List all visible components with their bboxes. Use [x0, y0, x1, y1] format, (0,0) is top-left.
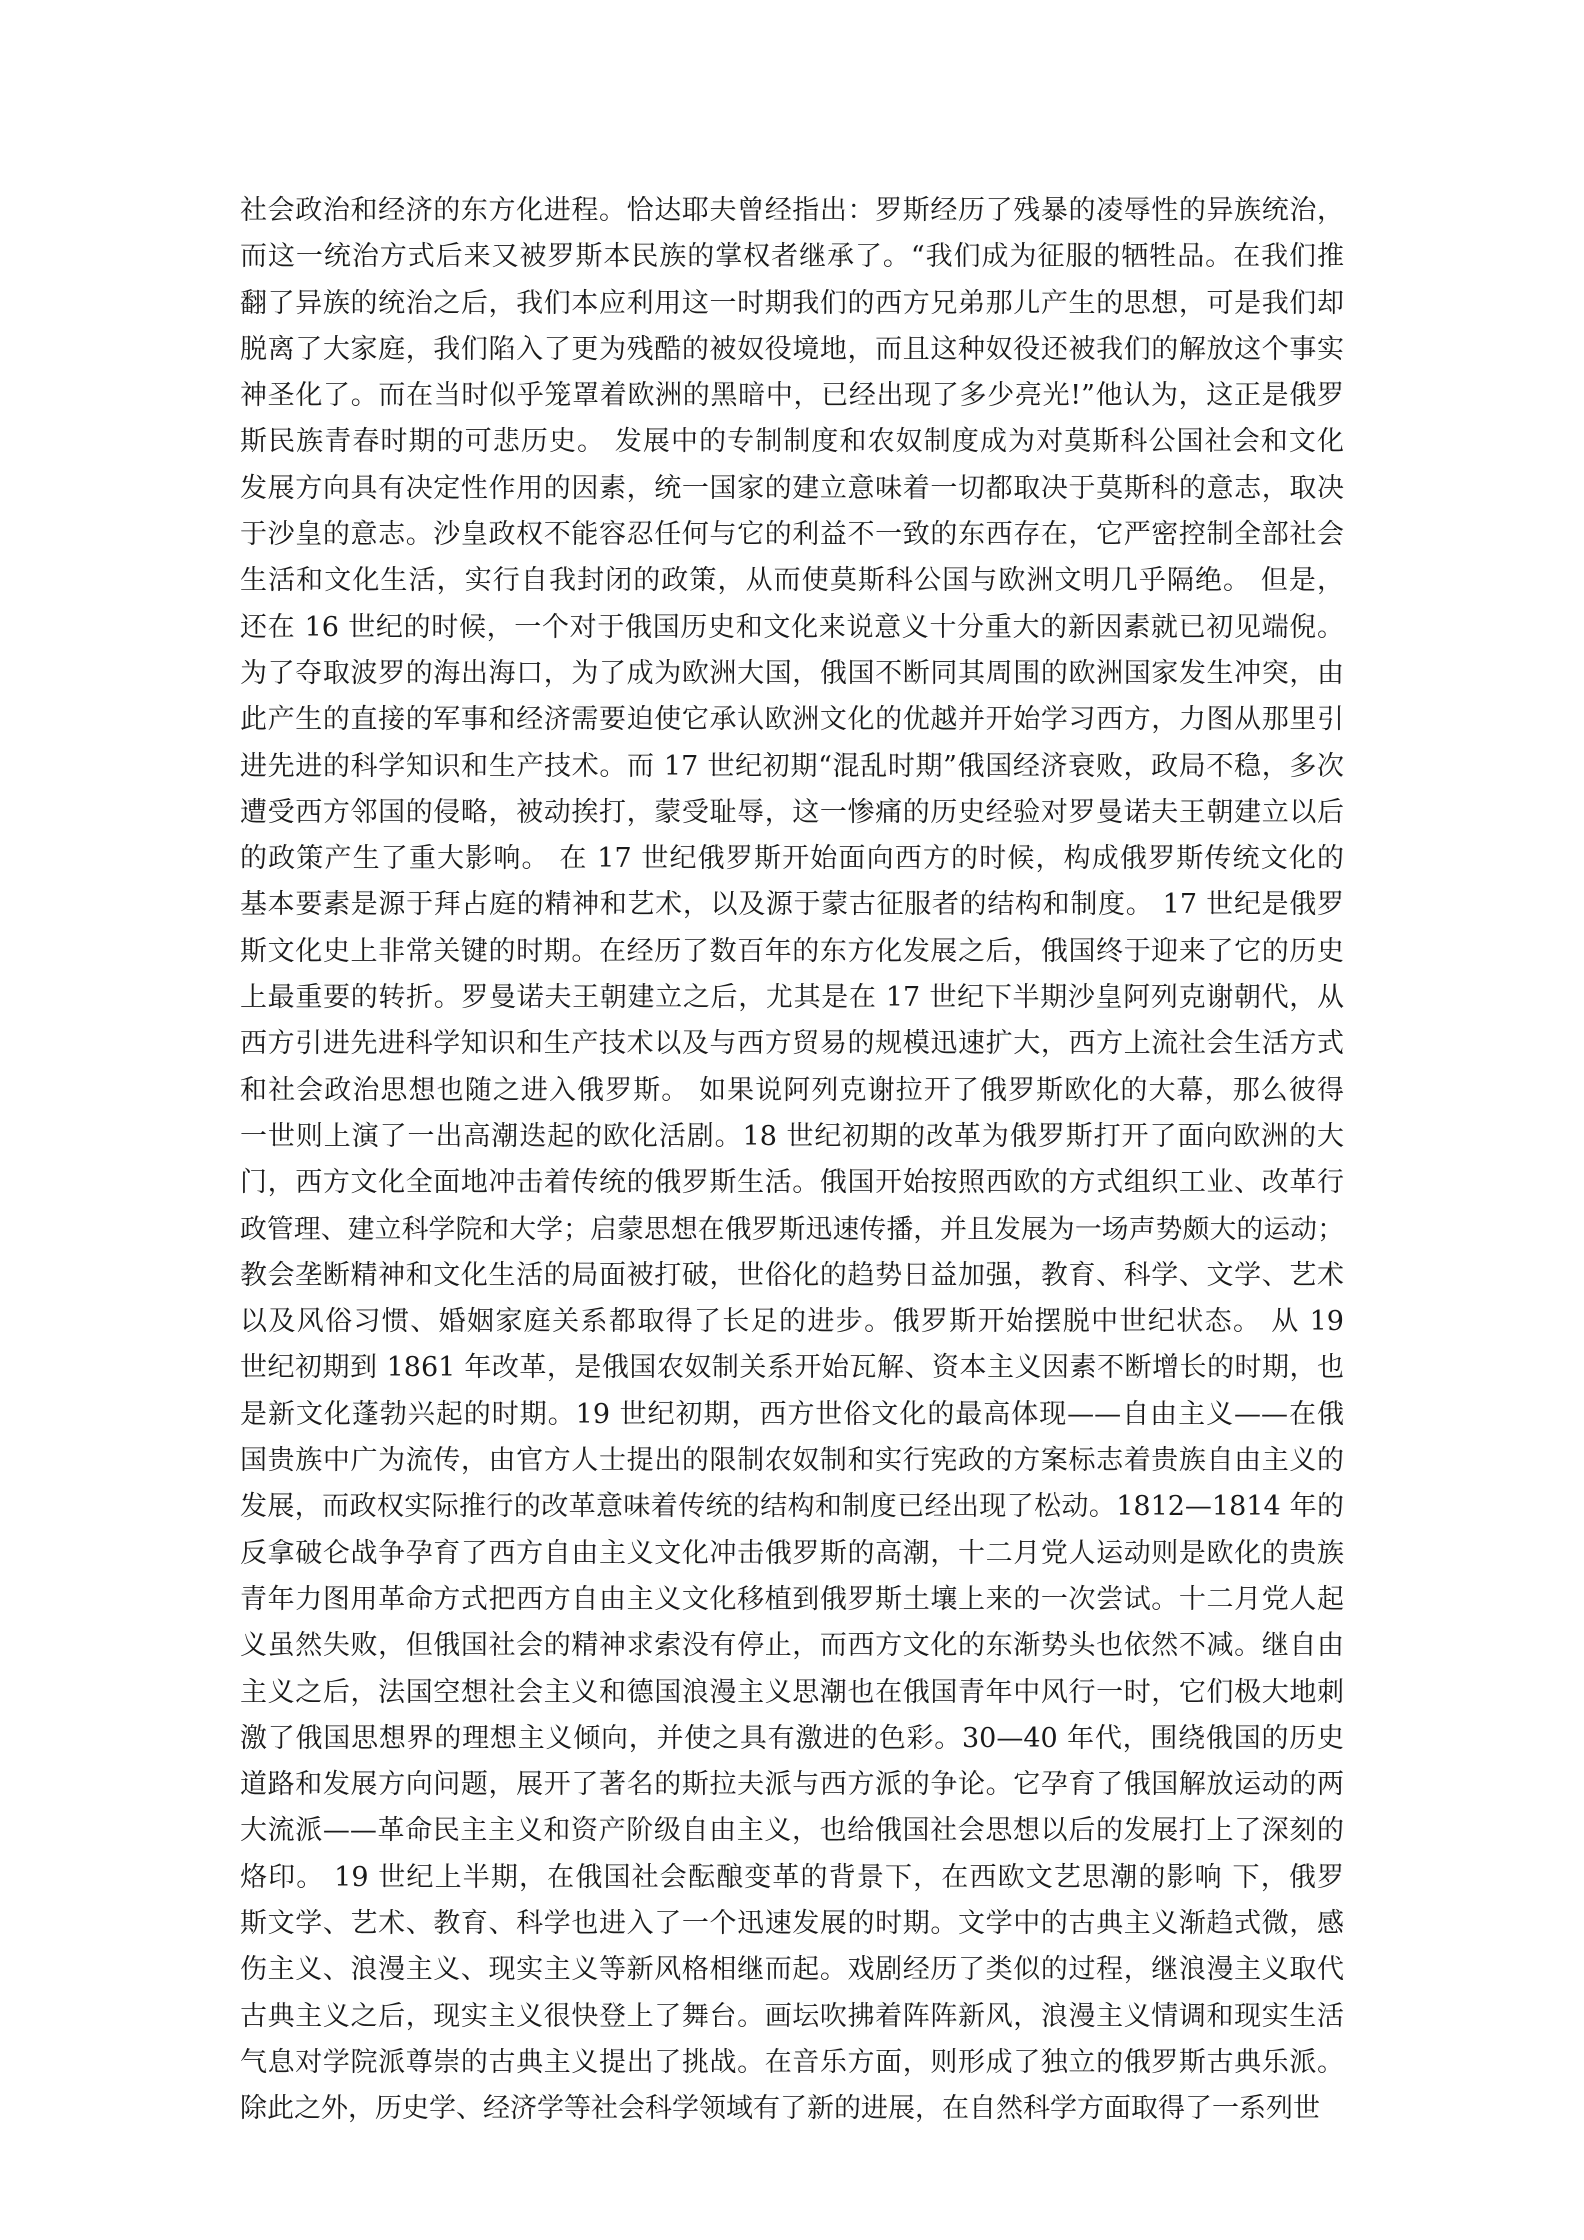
text-line: 斯文化史上非常关键的时期。在经历了数百年的东方化发展之后，俄国终于迎来了它的历史 [240, 935, 1344, 967]
text-line: 气息对学院派尊崇的古典主义提出了挑战。在音乐方面，则形成了独立的俄罗斯古典乐派。 [240, 2046, 1344, 2078]
text-line: 脱离了大家庭，我们陷入了更为残酷的被奴役境地，而且这种奴役还被我们的解放这个事实 [240, 333, 1344, 365]
text-line: 世纪初期到 1861 年改革，是俄国农奴制关系开始瓦解、资本主义因素不断增长的时期，也 [240, 1352, 1344, 1384]
text-line: 门，西方文化全面地冲击着传统的俄罗斯生活。俄国开始按照西欧的方式组织工业、改革行 [240, 1167, 1344, 1199]
text-line: 激了俄国思想界的理想主义倾向，并使之具有激进的色彩。30—40 年代，围绕俄国的历史 [240, 1722, 1344, 1754]
text-line: 除此之外，历史学、经济学等社会科学领域有了新的进展，在自然科学方面取得了一系列世 [240, 2093, 1320, 2125]
text-line: 社会政治和经济的东方化进程。恰达耶夫曾经指出：罗斯经历了残暴的凌辱性的异族统治， [240, 195, 1344, 226]
text-line: 大流派——革命民主主义和资产阶级自由主义，也给俄国社会思想以后的发展打上了深刻的 [240, 1815, 1344, 1847]
text-line: 斯文学、艺术、教育、科学也进入了一个迅速发展的时期。文学中的古典主义渐趋式微，感 [240, 1907, 1344, 1939]
text-line: 是新文化蓬勃兴起的时期。19 世纪初期，西方世俗文化的最高体现——自由主义——在俄 [240, 1398, 1344, 1430]
text-line: 主义之后，法国空想社会主义和德国浪漫主义思潮也在俄国青年中风行一时，它们极大地刺 [240, 1676, 1344, 1708]
text-line: 此产生的直接的军事和经济需要迫使它承认欧洲文化的优越并开始学习西方，力图从那里引 [240, 704, 1344, 736]
text-line: 一世则上演了一出高潮迭起的欧化活剧。18 世纪初期的改革为俄罗斯打开了面向欧洲的大 [240, 1120, 1344, 1152]
text-line: 遭受西方邻国的侵略，被动挨打，蒙受耻辱，这一惨痛的历史经验对罗曼诺夫王朝建立以后 [240, 796, 1344, 828]
text-line: 以及风俗习惯、婚姻家庭关系都取得了长足的进步。俄罗斯开始摆脱中世纪状态。 从 19 [240, 1306, 1344, 1338]
text-line: 于沙皇的意志。沙皇政权不能容忍任何与它的利益不一致的东西存在，它严密控制全部社会 [240, 519, 1344, 551]
text-line: 还在 16 世纪的时候，一个对于俄国历史和文化来说意义十分重大的新因素就已初见端倪。 [240, 611, 1344, 643]
text-line: 教会垄断精神和文化生活的局面被打破，世俗化的趋势日益加强，教育、科学、文学、艺术 [240, 1259, 1344, 1291]
body-text [240, 188, 1344, 2132]
text-line: 义虽然失败，但俄国社会的精神求索没有停止，而西方文化的东渐势头也依然不减。继自由 [240, 1630, 1344, 1662]
text-line: 和社会政治思想也随之进入俄罗斯。 如果说阿列克谢拉开了俄罗斯欧化的大幕，那么彼得 [240, 1074, 1344, 1106]
text-line: 上最重要的转折。罗曼诺夫王朝建立之后，尤其是在 17 世纪下半期沙皇阿列克谢朝代，从 [240, 982, 1344, 1014]
text-line: 神圣化了。而在当时似乎笼罩着欧洲的黑暗中，已经出现了多少亮光!”他认为，这正是俄罗 [240, 380, 1344, 412]
text-line: 斯民族青春时期的可悲历史。 发展中的专制制度和农奴制度成为对莫斯科公国社会和文化 [240, 426, 1344, 458]
text-line: 西方引进先进科学知识和生产技术以及与西方贸易的规模迅速扩大，西方上流社会生活方式 [240, 1028, 1344, 1060]
text-line: 国贵族中广为流传，由官方人士提出的限制农奴制和实行宪政的方案标志着贵族自由主义的 [240, 1445, 1344, 1477]
text-line: 反拿破仑战争孕育了西方自由主义文化冲击俄罗斯的高潮，十二月党人运动则是欧化的贵族 [240, 1537, 1344, 1569]
text-line: 基本要素是源于拜占庭的精神和艺术，以及源于蒙古征服者的结构和制度。 17 世纪是俄罗 [240, 889, 1344, 921]
text-line: 生活和文化生活，实行自我封闭的政策，从而使莫斯科公国与欧洲文明几乎隔绝。 但是， [240, 565, 1344, 597]
text-line: 烙印。 19 世纪上半期，在俄国社会酝酿变革的背景下，在西欧文艺思潮的影响 下，俄罗 [240, 1861, 1344, 1893]
text-line: 发展，而政权实际推行的改革意味着传统的结构和制度已经出现了松动。1812—1814 年的 [240, 1491, 1344, 1523]
text-line: 政管理、建立科学院和大学；启蒙思想在俄罗斯迅速传播，并且发展为一场声势颇大的运动； [240, 1213, 1344, 1245]
text-line: 而这一统治方式后来又被罗斯本民族的掌权者继承了。“我们成为征服的牺牲品。在我们推 [240, 241, 1344, 273]
text-line: 进先进的科学知识和生产技术。而 17 世纪初期“混乱时期”俄国经济衰败，政局不稳，多次 [240, 750, 1344, 782]
text-line: 发展方向具有决定性作用的因素，统一国家的建立意味着一切都取决于莫斯科的意志，取决 [240, 472, 1344, 504]
text-line: 的政策产生了重大影响。 在 17 世纪俄罗斯开始面向西方的时候，构成俄罗斯传统文化的 [240, 843, 1344, 875]
text-line: 为了夺取波罗的海出海口，为了成为欧洲大国，俄国不断同其周围的欧洲国家发生冲突，由 [240, 657, 1344, 689]
text-line: 青年力图用革命方式把西方自由主义文化移植到俄罗斯土壤上来的一次尝试。十二月党人起 [240, 1583, 1344, 1615]
text-line: 古典主义之后，现实主义很快登上了舞台。画坛吹拂着阵阵新风，浪漫主义情调和现实生活 [240, 2000, 1344, 2032]
text-line: 伤主义、浪漫主义、现实主义等新风格相继而起。戏剧经历了类似的过程，继浪漫主义取代 [240, 1954, 1344, 1986]
text-line: 翻了异族的统治之后，我们本应利用这一时期我们的西方兄弟那儿产生的思想，可是我们却 [240, 287, 1344, 319]
text-line: 道路和发展方向问题，展开了著名的斯拉夫派与西方派的争论。它孕育了俄国解放运动的两 [240, 1769, 1344, 1801]
